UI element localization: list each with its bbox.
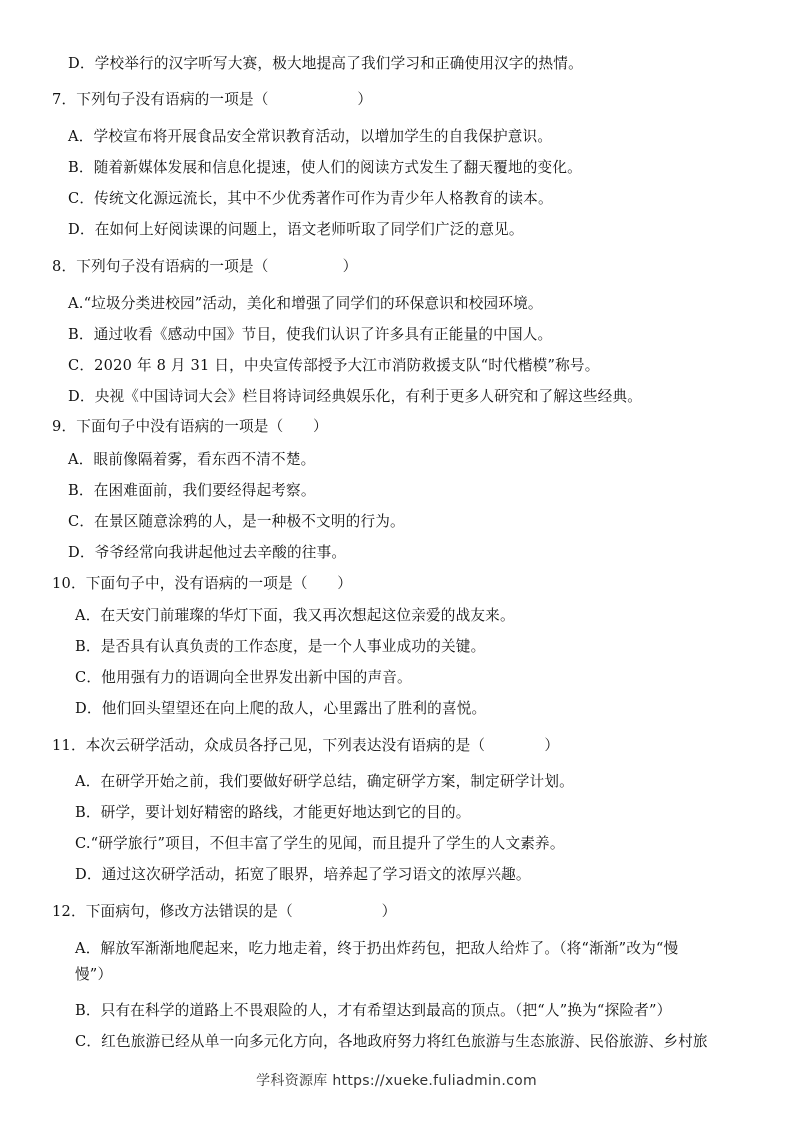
option-9d: D．爷爷经常向我讲起他过去辛酸的往事。 bbox=[68, 544, 347, 561]
option-8a: A.“垃圾分类进校园”活动，美化和增强了同学们的环保意识和校园环境。 bbox=[68, 295, 543, 312]
option-7a: A．学校宣布将开展食品安全常识教育活动，以增加学生的自我保护意识。 bbox=[68, 128, 553, 145]
question-10: 10．下面句子中，没有语病的一项是（ ） bbox=[52, 575, 353, 592]
option-10a: A．在天安门前璀璨的华灯下面，我又再次想起这位亲爱的战友来。 bbox=[75, 607, 515, 624]
option-10b: B．是否具有认真负责的工作态度，是一个人事业成功的关键。 bbox=[75, 638, 486, 655]
option-9c: C．在景区随意涂鸦的人，是一种极不文明的行为。 bbox=[68, 513, 405, 530]
option-10c: C．他用强有力的语调向全世界发出新中国的声音。 bbox=[75, 669, 412, 686]
option-11a: A．在研学开始之前，我们要做好研学总结，确定研学方案，制定研学计划。 bbox=[75, 773, 574, 790]
question-12: 12．下面病句，修改方法错误的是（ ） bbox=[52, 903, 397, 920]
option-9b: B．在困难面前，我们要经得起考察。 bbox=[68, 482, 316, 499]
option-12c: C．红色旅游已经从单一向多元化方向，各地政府努力将红色旅游与生态旅游、民俗旅游、乡村旅 bbox=[75, 1033, 708, 1050]
option-8b: B．通过收看《感动中国》节目，使我们认识了许多具有正能量的中国人。 bbox=[68, 326, 553, 343]
option-11d: D．通过这次研学活动，拓宽了眼界，培养起了学习语文的浓厚兴趣。 bbox=[75, 866, 531, 883]
question-11: 11．本次云研学活动，众成员各抒己见，下列表达没有语病的是（ ） bbox=[52, 737, 560, 754]
question-7: 7．下列句子没有语病的一项是（ ） bbox=[52, 91, 373, 108]
option-11c: C.“研学旅行”项目，不但丰富了学生的见闻，而且提升了学生的人文素养。 bbox=[75, 835, 565, 852]
footer-watermark-link[interactable]: 学科资源库 https://xueke.fuliadmin.com bbox=[256, 1073, 537, 1089]
option-7d: D．在如何上好阅读课的问题上，语文老师听取了同学们广泛的意见。 bbox=[68, 221, 524, 238]
question-8: 8．下列句子没有语病的一项是（ ） bbox=[52, 258, 358, 275]
question-9: 9．下面句子中没有语病的一项是（ ） bbox=[52, 418, 328, 435]
option-12a-continued: 慢”） bbox=[75, 966, 113, 983]
option-6d: D．学校举行的汉字听写大赛，极大地提高了我们学习和正确使用汉字的热情。 bbox=[68, 55, 583, 72]
option-12b: B．只有在科学的道路上不畏艰险的人，才有希望达到最高的顶点。（把“人”换为“探险者”） bbox=[75, 1002, 672, 1019]
option-7c: C．传统文化源远流长，其中不少优秀著作可作为青少年人格教育的读本。 bbox=[68, 190, 553, 207]
option-10d: D．他们回头望望还在向上爬的敌人，心里露出了胜利的喜悦。 bbox=[75, 700, 487, 717]
option-8d: D．央视《中国诗词大会》栏目将诗词经典娱乐化，有利于更多人研究和了解这些经典。 bbox=[68, 388, 643, 405]
option-11b: B．研学，要计划好精密的路线，才能更好地达到它的目的。 bbox=[75, 804, 471, 821]
option-12a: A．解放军渐渐地爬起来，吃力地走着，终于扔出炸药包，把敌人给炸了。（将“渐渐”改为“慢 bbox=[75, 940, 679, 957]
option-9a: A．眼前像隔着雾，看东西不清不楚。 bbox=[68, 451, 316, 468]
option-8c: C．2020 年 8 月 31 日，中央宣传部授予大江市消防救援支队“时代楷模”称号。 bbox=[68, 357, 600, 374]
option-7b: B．随着新媒体发展和信息化提速，使人们的阅读方式发生了翻天覆地的变化。 bbox=[68, 159, 582, 176]
